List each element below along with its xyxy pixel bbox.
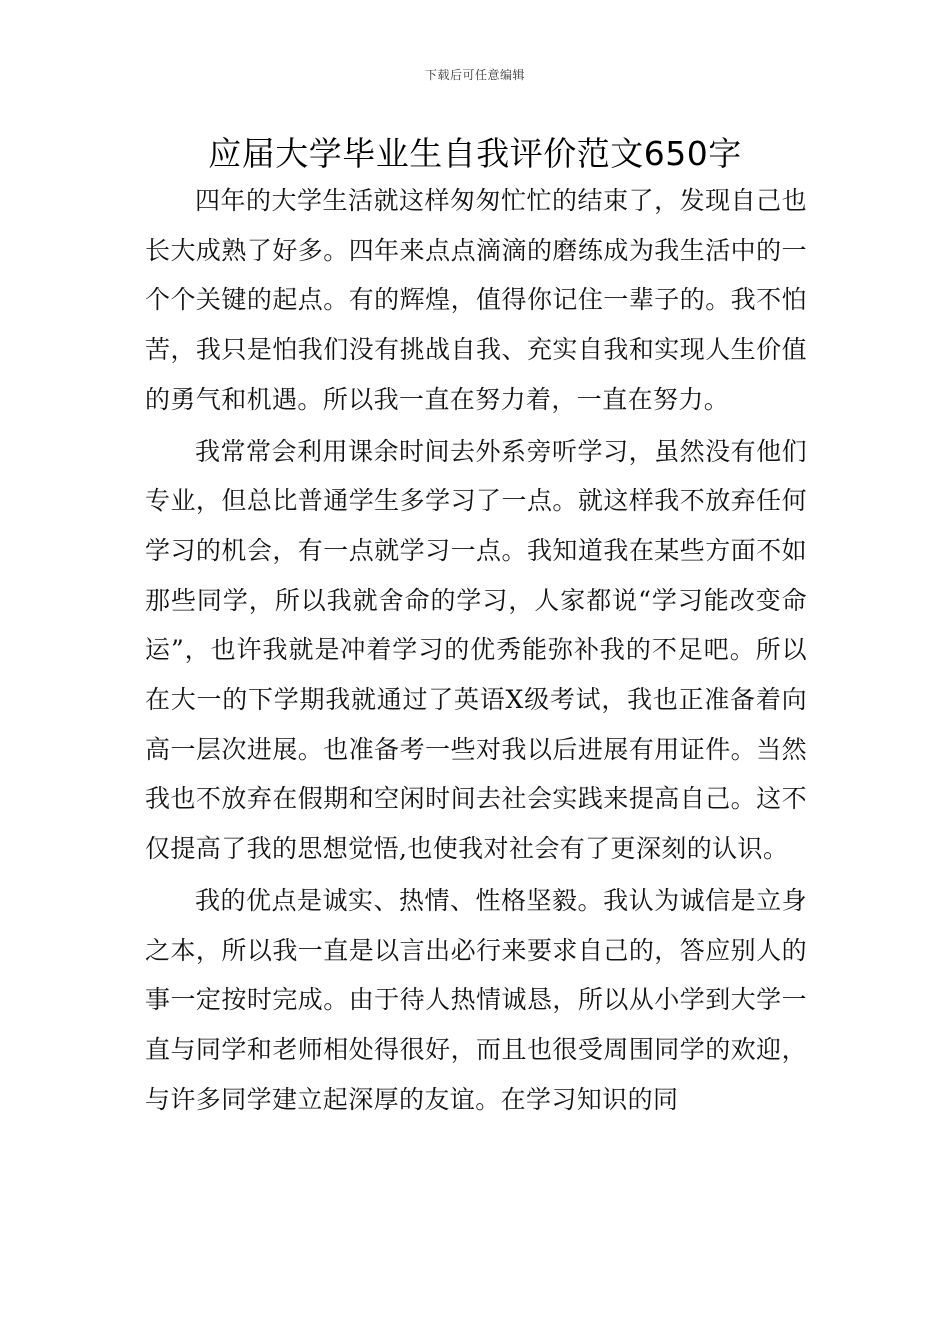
document-title: 应届大学毕业生自我评价范文650字 <box>208 134 742 173</box>
paragraph: 我的优点是诚实、热情、性格坚毅。我认为诚信是立身之本，所以我一直是以言出必行来要求自己的，答应别人的事一定按时完成。由于待人热情诚恳，所以从小学到大学一直与同学和老师相处得很好，而且也很受周围同学的欢迎，与许多同学建立起深厚的友谊。在学习知识的同 <box>145 885 807 1114</box>
paragraph: 四年的大学生活就这样匆匆忙忙的结束了，发现自己也长大成熟了好多。四年来点点滴滴的磨练成为我生活中的一个个关键的起点。有的辉煌，值得你记住一辈子的。我不怕苦，我只是怕我们没有挑战自我、充实自我和实现人生价值的勇气和机遇。所以我一直在努力着，一直在努力。 <box>145 186 807 414</box>
header-note: 下载后可任意编辑 <box>424 68 525 82</box>
paragraph: 我常常会利用课余时间去外系旁听学习，虽然没有他们专业，但总比普通学生多学习了一点。就这样我不放弃任何学习的机会，有一点就学习一点。我知道我在某些方面不如那些同学，所以我就舍命的学习，人家都说“学习能改变命运”，也许我就是冲着学习的优秀能弥补我的不足吧。所以在大一的下学期我就通过了英语X级考试，我也正准备着向高一层次进展。也准备考一些对我以后进展有用证件。当然我也不放弃在假期和空闲时间去社会实践来提高自己。这不仅提高了我的思想觉悟,也使我对社会有了更深刻的认识。 <box>145 436 807 864</box>
document-body <box>145 176 807 1126</box>
